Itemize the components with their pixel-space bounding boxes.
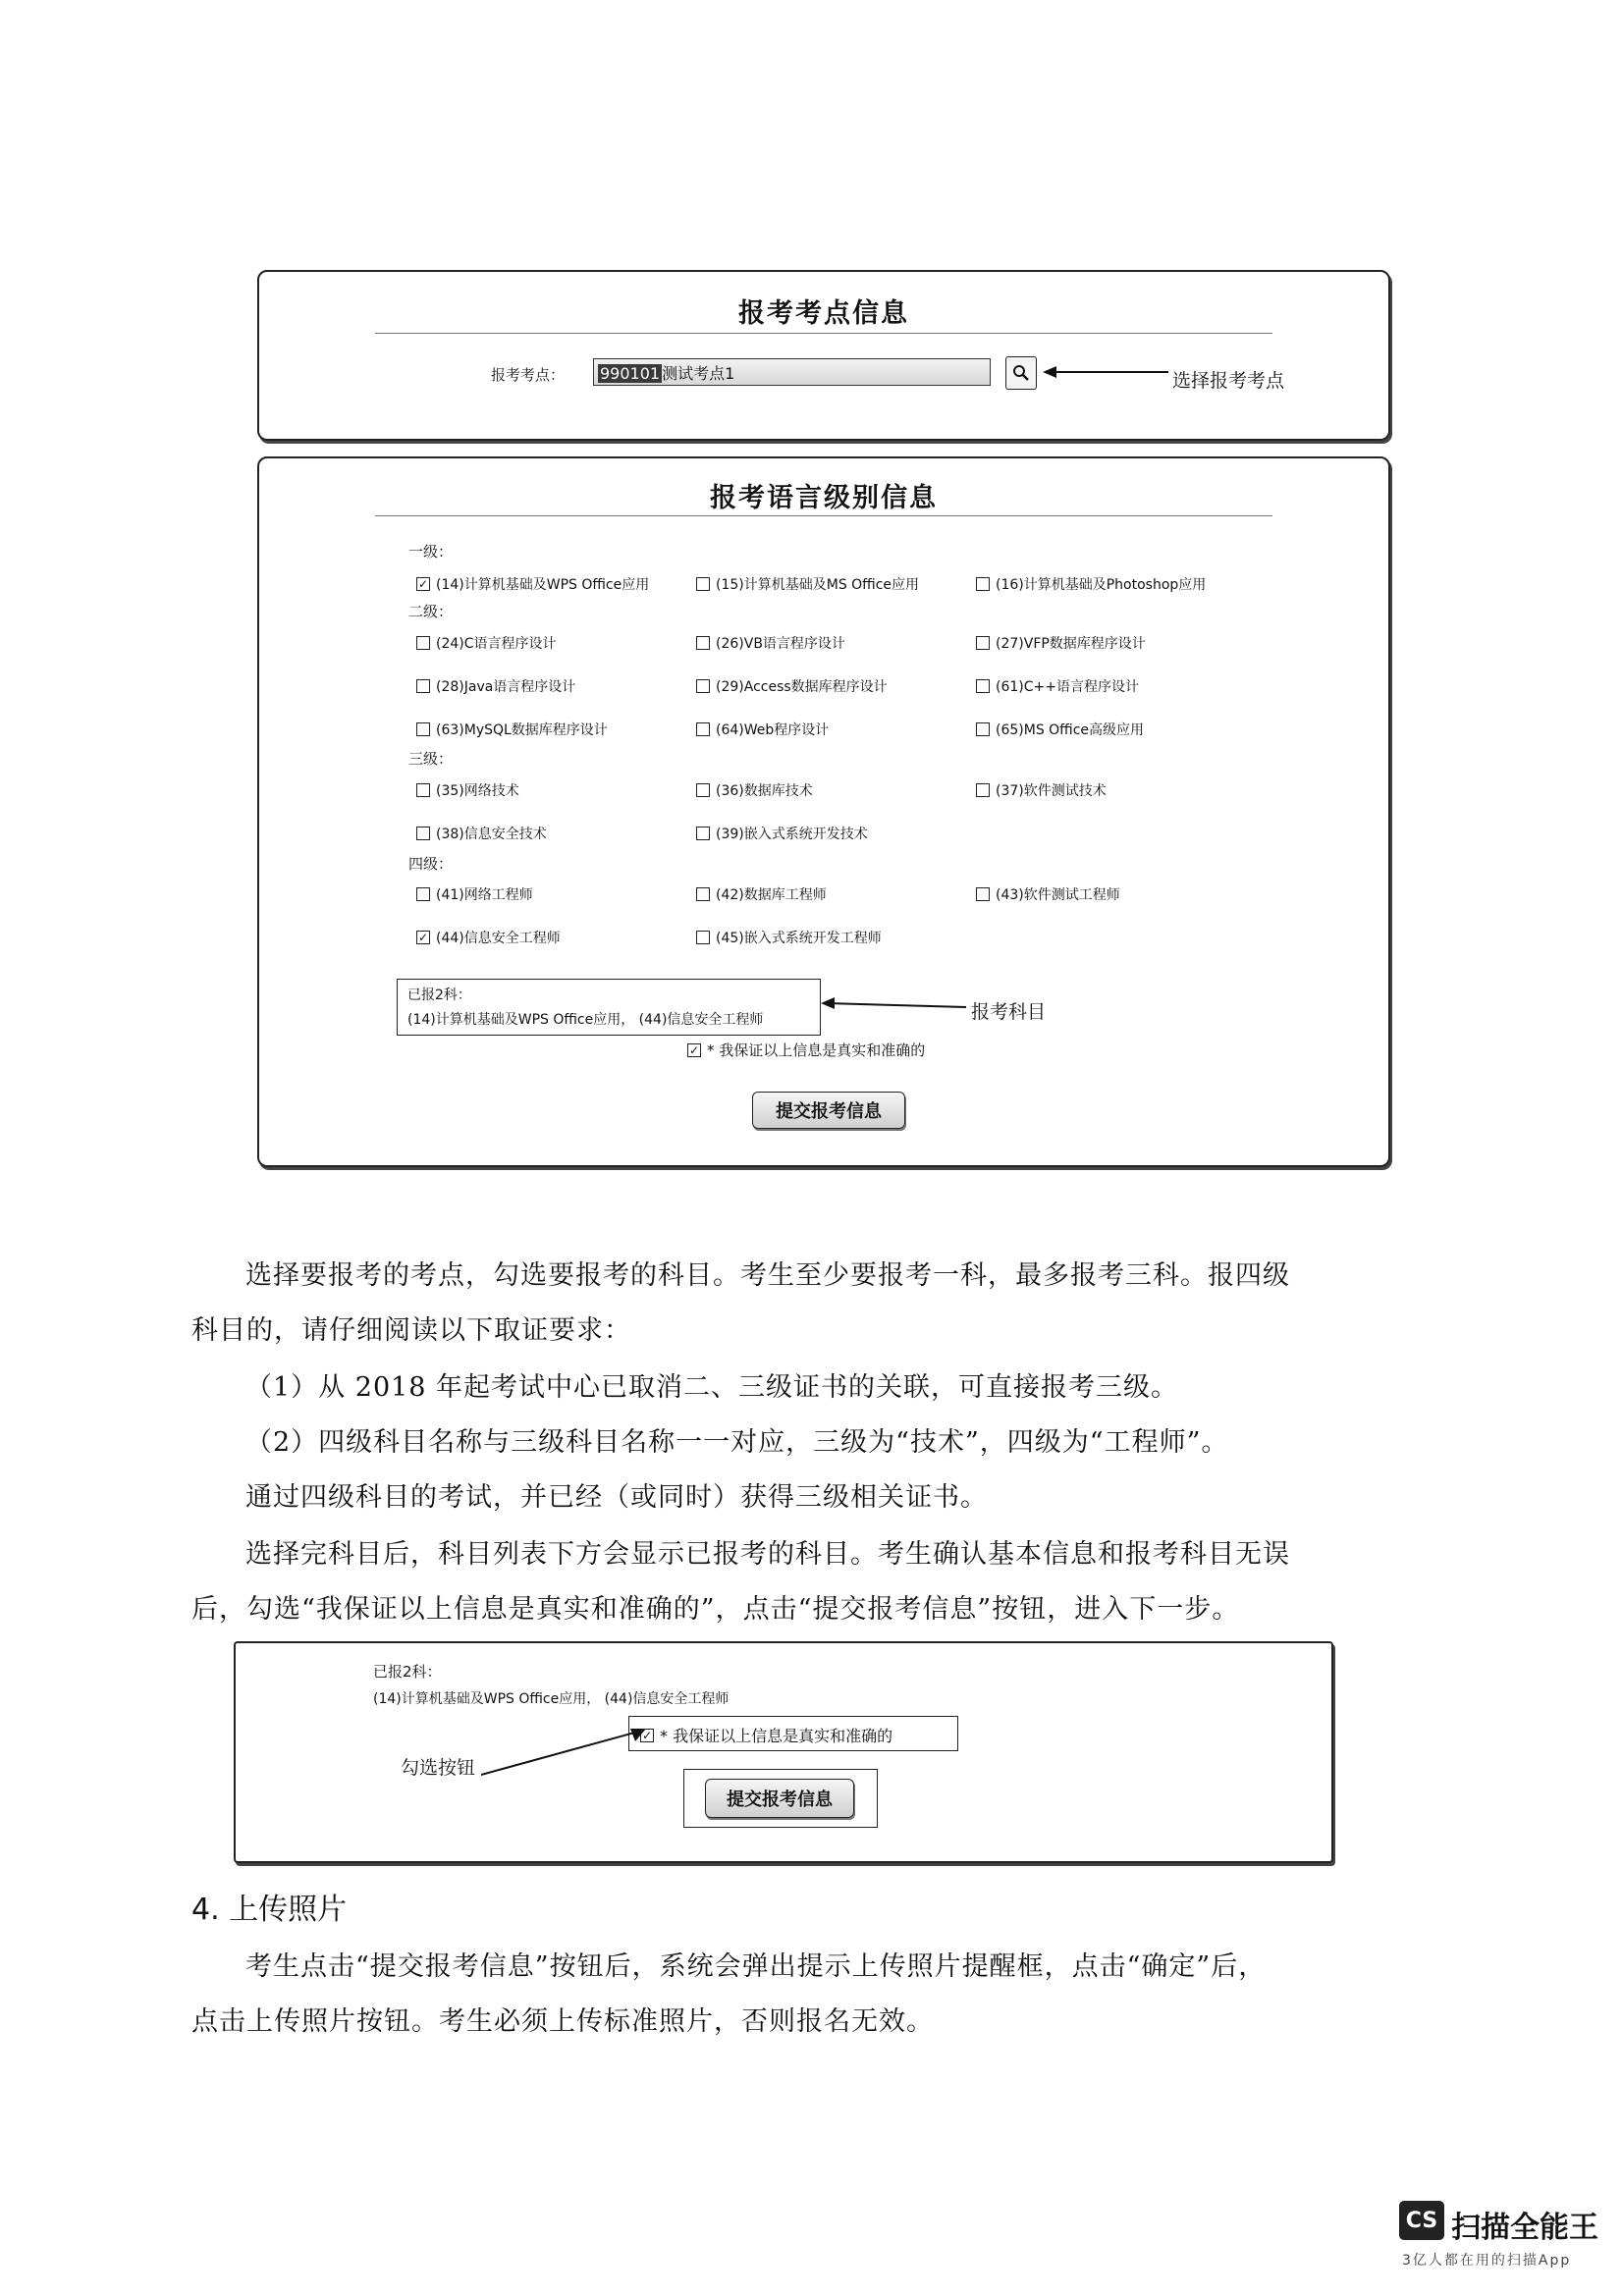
- location-panel-title: 报考考点信息: [738, 298, 909, 329]
- selected-list: (14)计算机基础及WPS Office应用， (44)信息安全工程师: [407, 1012, 764, 1028]
- subject-label: (27)VFP数据库程序设计: [996, 636, 1146, 652]
- subject-checkbox[interactable]: [416, 722, 430, 736]
- subject-label: (28)Java语言程序设计: [436, 679, 576, 695]
- paragraph-3-line-2: 通过四级科目的考试，并已经（或同时）获得三级相关证书。: [245, 1482, 988, 1513]
- subject-label: (45)嵌入式系统开发工程师: [716, 931, 882, 946]
- level-4-label: 四级：: [408, 855, 454, 873]
- selected-annotation: 报考科目: [971, 1001, 1047, 1023]
- subject-label: (35)网络技术: [436, 783, 519, 799]
- subject-29[interactable]: [696, 676, 888, 696]
- subject-45[interactable]: [696, 928, 882, 947]
- subject-label: (64)Web程序设计: [716, 722, 830, 738]
- subject-checkbox[interactable]: [976, 722, 990, 736]
- subject-15[interactable]: [696, 574, 919, 594]
- camscanner-tagline: 3亿人都在用的扫描App: [1402, 2253, 1572, 2269]
- subject-label: (16)计算机基础及Photoshop应用: [996, 577, 1207, 593]
- subject-checkbox[interactable]: [696, 636, 710, 650]
- subject-checkbox[interactable]: [416, 783, 430, 797]
- subject-label: (61)C++语言程序设计: [996, 679, 1139, 695]
- submit-button[interactable]: 提交报考信息: [752, 1092, 905, 1129]
- location-annotation: 选择报考考点: [1172, 370, 1285, 392]
- subject-43[interactable]: [976, 884, 1120, 904]
- subject-label: (29)Access数据库程序设计: [716, 679, 888, 695]
- location-name: 测试考点1: [662, 364, 735, 383]
- selected-subjects-box: [397, 979, 821, 1036]
- subject-checkbox[interactable]: [696, 887, 710, 901]
- location-panel: [257, 270, 1390, 441]
- subject-24[interactable]: [416, 633, 557, 653]
- section-4-line-2: 点击上传照片按钮。考生必须上传标准照片，否则报名无效。: [191, 2006, 934, 2037]
- subject-checkbox[interactable]: [416, 887, 430, 901]
- subject-label: (63)MySQL数据库程序设计: [436, 722, 608, 738]
- subject-label: (41)网络工程师: [436, 887, 533, 903]
- level-2-label: 二级：: [408, 603, 454, 620]
- subject-checkbox[interactable]: [416, 931, 430, 944]
- subject-label: (38)信息安全技术: [436, 827, 547, 842]
- subject-63[interactable]: [416, 720, 608, 739]
- subject-61[interactable]: [976, 676, 1139, 696]
- crop-annotation: 勾选按钮: [401, 1757, 476, 1779]
- guarantee-checkbox-row[interactable]: [687, 1040, 925, 1060]
- level-3-label: 三级：: [408, 750, 454, 768]
- crop-guarantee-label: * 我保证以上信息是真实和准确的: [660, 1727, 893, 1745]
- section-4-heading: 4. 上传照片: [191, 1893, 348, 1927]
- subject-label: (26)VB语言程序设计: [716, 636, 845, 652]
- subject-label: (39)嵌入式系统开发技术: [716, 827, 868, 842]
- subject-checkbox[interactable]: [416, 577, 430, 591]
- guarantee-label: * 我保证以上信息是真实和准确的: [707, 1041, 926, 1059]
- subject-14[interactable]: [416, 574, 649, 594]
- subject-panel-title: 报考语言级别信息: [710, 483, 938, 513]
- subject-37[interactable]: [976, 780, 1107, 800]
- magnifier-icon: [1012, 364, 1030, 382]
- subject-panel: [257, 456, 1390, 1167]
- subject-35[interactable]: [416, 780, 519, 800]
- subject-36[interactable]: [696, 780, 813, 800]
- subject-38[interactable]: [416, 824, 547, 843]
- title-divider: [375, 515, 1272, 516]
- arrow-to-selected: [821, 993, 968, 1013]
- subject-checkbox[interactable]: [696, 827, 710, 840]
- subject-checkbox[interactable]: [976, 577, 990, 591]
- location-code: 990101: [600, 364, 661, 383]
- subject-label: (14)计算机基础及WPS Office应用: [436, 577, 650, 593]
- camscanner-logo: CS: [1399, 2201, 1444, 2240]
- subject-label: (15)计算机基础及MS Office应用: [716, 577, 920, 593]
- subject-checkbox[interactable]: [696, 931, 710, 944]
- location-search-button[interactable]: [1005, 356, 1037, 390]
- subject-checkbox[interactable]: [696, 679, 710, 693]
- subject-label: (36)数据库技术: [716, 783, 813, 799]
- subject-checkbox[interactable]: [976, 887, 990, 901]
- subject-checkbox[interactable]: [696, 577, 710, 591]
- subject-44[interactable]: [416, 928, 561, 947]
- paragraph-4-line-1: 选择完科目后，科目列表下方会显示已报考的科目。考生确认基本信息和报考科目无误: [245, 1539, 1290, 1570]
- subject-label: (43)软件测试工程师: [996, 887, 1120, 903]
- subject-label: (42)数据库工程师: [716, 887, 827, 903]
- location-select[interactable]: [593, 358, 991, 386]
- crop-selected-list: (14)计算机基础及WPS Office应用， (44)信息安全工程师: [373, 1691, 730, 1707]
- subject-28[interactable]: [416, 676, 575, 696]
- crop-panel: [234, 1641, 1333, 1863]
- subject-checkbox[interactable]: [976, 679, 990, 693]
- location-field-label: 报考考点：: [491, 366, 566, 384]
- subject-65[interactable]: [976, 720, 1144, 739]
- subject-checkbox[interactable]: [416, 636, 430, 650]
- section-4-line-1: 考生点击“提交报考信息”按钮后，系统会弹出提示上传照片提醒框，点击“确定”后，: [245, 1951, 1267, 1982]
- subject-16[interactable]: [976, 574, 1206, 594]
- subject-checkbox[interactable]: [976, 636, 990, 650]
- paragraph-1-line-1: 选择要报考的考点，勾选要报考的科目。考生至少要报考一科，最多报考三科。报四级: [245, 1260, 1290, 1291]
- subject-26[interactable]: [696, 633, 845, 653]
- crop-selected-header: 已报2科：: [373, 1663, 442, 1681]
- arrow-to-search: [1043, 362, 1170, 382]
- subject-27[interactable]: [976, 633, 1146, 653]
- camscanner-name: 扫描全能王: [1451, 2211, 1598, 2245]
- arrow-to-checkbox: [481, 1720, 648, 1779]
- subject-checkbox[interactable]: [696, 722, 710, 736]
- subject-39[interactable]: [696, 824, 868, 843]
- subject-checkbox[interactable]: [976, 783, 990, 797]
- subject-41[interactable]: [416, 884, 533, 904]
- guarantee-checkbox[interactable]: [687, 1043, 701, 1057]
- subject-label: (65)MS Office高级应用: [996, 722, 1145, 738]
- level-1-label: 一级：: [408, 543, 454, 561]
- paragraph-4-line-2: 后，勾选“我保证以上信息是真实和准确的”，点击“提交报考信息”按钮，进入下一步。: [191, 1594, 1240, 1625]
- subject-checkbox[interactable]: [696, 783, 710, 797]
- paragraph-2: （1）从 2018 年起考试中心已取消二、三级证书的关联，可直接报考三级。: [245, 1372, 1179, 1403]
- subject-label: (24)C语言程序设计: [436, 636, 557, 652]
- paragraph-3-line-1: （2）四级科目名称与三级科目名称一一对应，三级为“技术”，四级为“工程师”。: [245, 1427, 1229, 1458]
- subject-64[interactable]: [696, 720, 829, 739]
- subject-42[interactable]: [696, 884, 827, 904]
- title-divider: [375, 333, 1272, 334]
- subject-label: (44)信息安全工程师: [436, 931, 561, 946]
- crop-guarantee-row[interactable]: [640, 1724, 892, 1746]
- subject-checkbox[interactable]: [416, 679, 430, 693]
- crop-submit-button[interactable]: 提交报考信息: [705, 1779, 854, 1818]
- selected-header: 已报2科：: [407, 988, 471, 1003]
- paragraph-1-line-2: 科目的，请仔细阅读以下取证要求：: [191, 1315, 631, 1346]
- subject-checkbox[interactable]: [416, 827, 430, 840]
- subject-label: (37)软件测试技术: [996, 783, 1107, 799]
